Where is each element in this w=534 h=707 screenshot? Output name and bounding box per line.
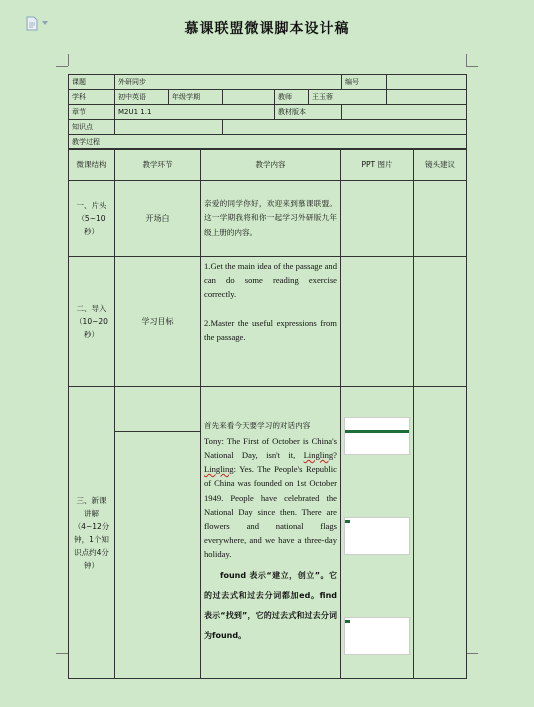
crop-mark <box>68 54 69 66</box>
dialogue-text: Tony: The First of October is China's National Day, isn't it, Lingling? Lingling: Yes. The People's Republic of China was founded on 1st October 1949. People have celebrated the National Day since then. There are flowers and national flags everywhere, and we have a three-day holiday. <box>204 435 337 560</box>
step-new-top <box>115 387 200 432</box>
edition-value <box>342 105 467 120</box>
header-shot: 镜头建议 <box>414 149 467 181</box>
teacher-label: 教师 <box>275 90 309 105</box>
step-new <box>115 387 201 679</box>
shot-new <box>414 387 467 679</box>
section-opening: 一、片头（5~10秒） <box>69 181 115 257</box>
ppt-intro <box>341 257 414 387</box>
teacher-value: 王玉蓉 <box>309 90 387 105</box>
dialogue-intro: 首先来看今天要学习的对话内容 <box>204 421 311 431</box>
crop-mark <box>466 54 467 66</box>
grade-value: 年级学期 <box>169 90 223 105</box>
slide-thumbnail[interactable] <box>344 517 410 555</box>
number-value <box>387 75 467 90</box>
chapter-label: 章节 <box>69 105 115 120</box>
header-ppt: PPT 图片 <box>341 149 414 181</box>
header-step: 教学环节 <box>115 149 201 181</box>
script-table <box>68 148 467 679</box>
process-label: 教学过程 <box>69 135 467 150</box>
knowledge-extra <box>223 120 467 135</box>
shot-intro <box>414 257 467 387</box>
name-lingling: Lingling <box>303 449 334 460</box>
subject-value: 初中英语 <box>115 90 169 105</box>
number-label: 编号 <box>342 75 387 90</box>
slide-thumbnail[interactable] <box>344 617 410 655</box>
name-lingling: Lingling <box>204 464 234 475</box>
crop-mark <box>56 66 68 67</box>
crop-mark <box>466 66 478 67</box>
meta-table <box>68 74 467 150</box>
crop-mark <box>56 653 68 654</box>
slide-thumbnail[interactable] <box>344 417 410 455</box>
topic-label: 课题 <box>69 75 115 90</box>
grade-extra <box>223 90 275 105</box>
objective-2: 2.Master the useful expressions from the passage. <box>204 317 337 342</box>
content-intro <box>201 257 341 387</box>
blank-cell <box>387 90 467 105</box>
step-opening: 开场白 <box>115 181 201 257</box>
chapter-value: M2U1 1.1 <box>115 105 275 120</box>
document-title: 慕课联盟微课脚本设计稿 <box>184 21 350 37</box>
shot-opening <box>414 181 467 257</box>
objective-1: 1.Get the main idea of the passage and can do some reading exercise correctly. <box>204 261 337 300</box>
header-structure: 微课结构 <box>69 149 115 181</box>
knowledge-label: 知识点 <box>69 120 115 135</box>
crop-mark <box>466 653 478 654</box>
ppt-new <box>341 387 414 679</box>
content-new <box>201 387 341 679</box>
ppt-opening <box>341 181 414 257</box>
edition-label: 教材版本 <box>275 105 342 120</box>
knowledge-value <box>115 120 223 135</box>
section-intro: 二、导入（10~20秒） <box>69 257 115 387</box>
subject-label: 学科 <box>69 90 115 105</box>
content-opening: 亲爱的同学你好，欢迎来到慕课联盟。这一学期我将和你一起学习外研版九年级上册的内容。 <box>201 181 341 257</box>
header-content: 教学内容 <box>201 149 341 181</box>
grammar-note: found 表示“建立，创立”。它的过去式和过去分词都加ed。find 表示“找到”，它的过去式和过去分词为found。 <box>204 570 337 640</box>
topic-value: 外研同步 <box>115 75 342 90</box>
section-new: 三、新课讲解（4~12分钟，1个知识点约4分钟） <box>69 387 115 679</box>
step-intro: 学习目标 <box>115 257 201 387</box>
